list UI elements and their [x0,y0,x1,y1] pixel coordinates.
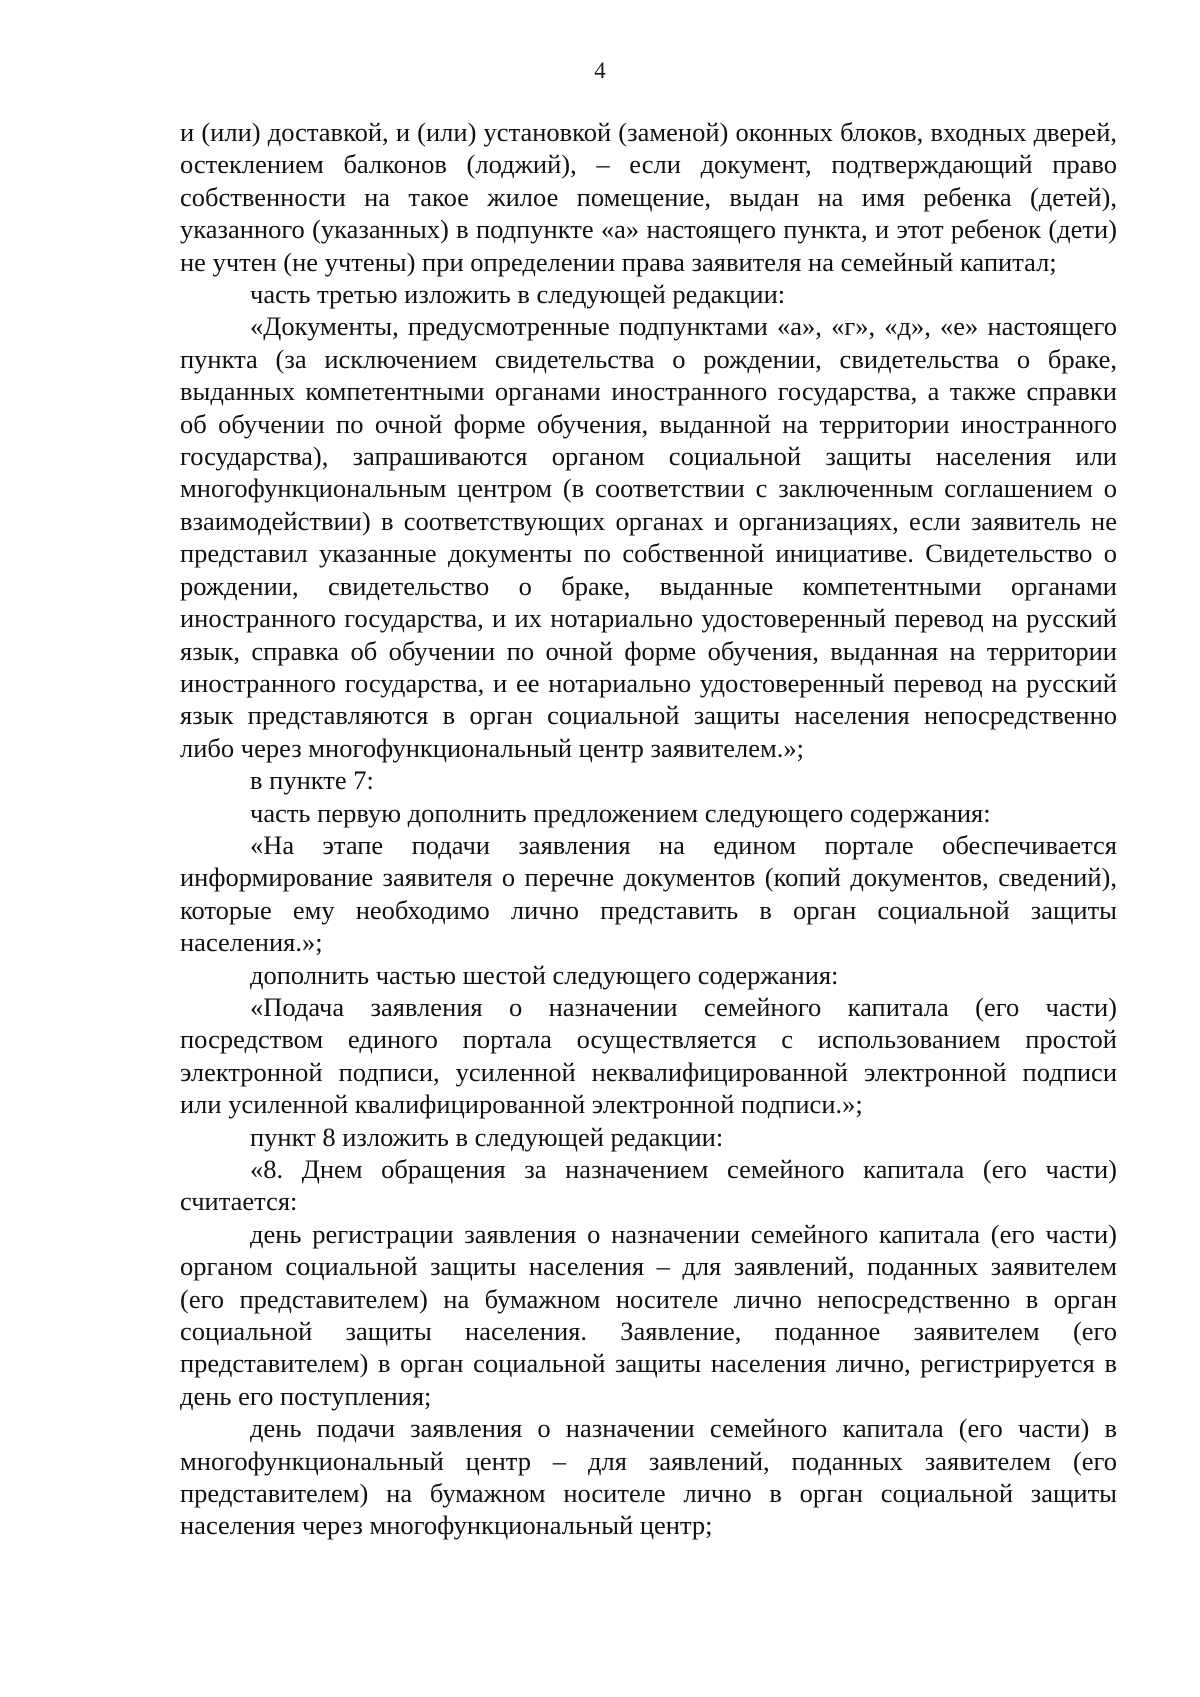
paragraph: в пункте 7: [250,765,374,796]
paragraph: день подачи заявления о назначении семейного капитала (его части) в многофункциональный центр – для заявлений, поданных заявителем (его представителем) на бумажном носителе лично в орган социальной защиты населения через многофункциональный центр; [180,1413,1117,1541]
document-body [180,116,1117,1542]
paragraph: пункт 8 изложить в следующей редакции: [250,1121,724,1152]
paragraph: дополнить частью шестой следующего содержания: [250,959,839,990]
paragraph: «8. Днем обращения за назначением семейного капитала (его части) считается: [180,1154,1117,1217]
paragraph: часть первую дополнить предложением следующего содержания: [250,797,991,828]
paragraph: «Документы, предусмотренные подпунктами «а», «г», «д», «е» настоящего пункта (за исключением свидетельства о рождении, свидетельства о браке, выданных компетентными органами иностранного государства, а также справки об обучении по очной форме обучения, выданной на территории иностранного государства), запрашиваются органом социальной защиты населения или многофункциональным центром (в соответствии с заключенным соглашением о взаимодействии) в соответствующих органах и организациях, если заявитель не представил указанные документы по собственной инициативе. Свидетельство о рождении, свидетельство о браке, выданные компетентными органами иностранного государства, и их нотариально удостоверенный перевод на русский язык, справка об обучении по очной форме обучения, выданная на территории иностранного государства, и ее нотариально удостоверенный перевод на русский язык представляются в орган социальной защиты населения непосредственно либо через многофункциональный центр заявителем.»; [180,311,1117,763]
paragraph: «Подача заявления о назначении семейного капитала (его части) посредством единого портала осуществляется с использованием простой электронной подписи, усиленной неквалифицированной электронной подписи или усиленной квалифицированной электронной подписи.»; [180,991,1117,1120]
paragraph: часть третью изложить в следующей редакции: [250,279,786,310]
page-number: 4 [594,58,606,83]
paragraph: день регистрации заявления о назначении семейного капитала (его части) органом социальной защиты населения – для заявлений, поданных заявителем (его представителем) на бумажном носителе лично непосредственно в орган социальной защиты населения. Заявление, поданное заявителем (его представителем) в орган социальной защиты населения лично, регистрируется в день его поступления; [180,1218,1117,1411]
paragraph: и (или) доставкой, и (или) установкой (заменой) оконных блоков, входных дверей, остеклением балконов (лоджий), – если документ, подтверждающий право собственности на такое жилое помещение, выдан на имя ребенка (детей), указанного (указанных) в подпункте «а» настоящего пункта, и этот ребенок (дети) не учтен (не учтены) при определении права заявителя на семейный капитал; [180,117,1117,277]
paragraph: «На этапе подачи заявления на едином портале обеспечивается информирование заявителя о перечне документов (копий документов, сведений), которые ему необходимо лично представить в орган социальной защиты населения.»; [180,829,1117,958]
